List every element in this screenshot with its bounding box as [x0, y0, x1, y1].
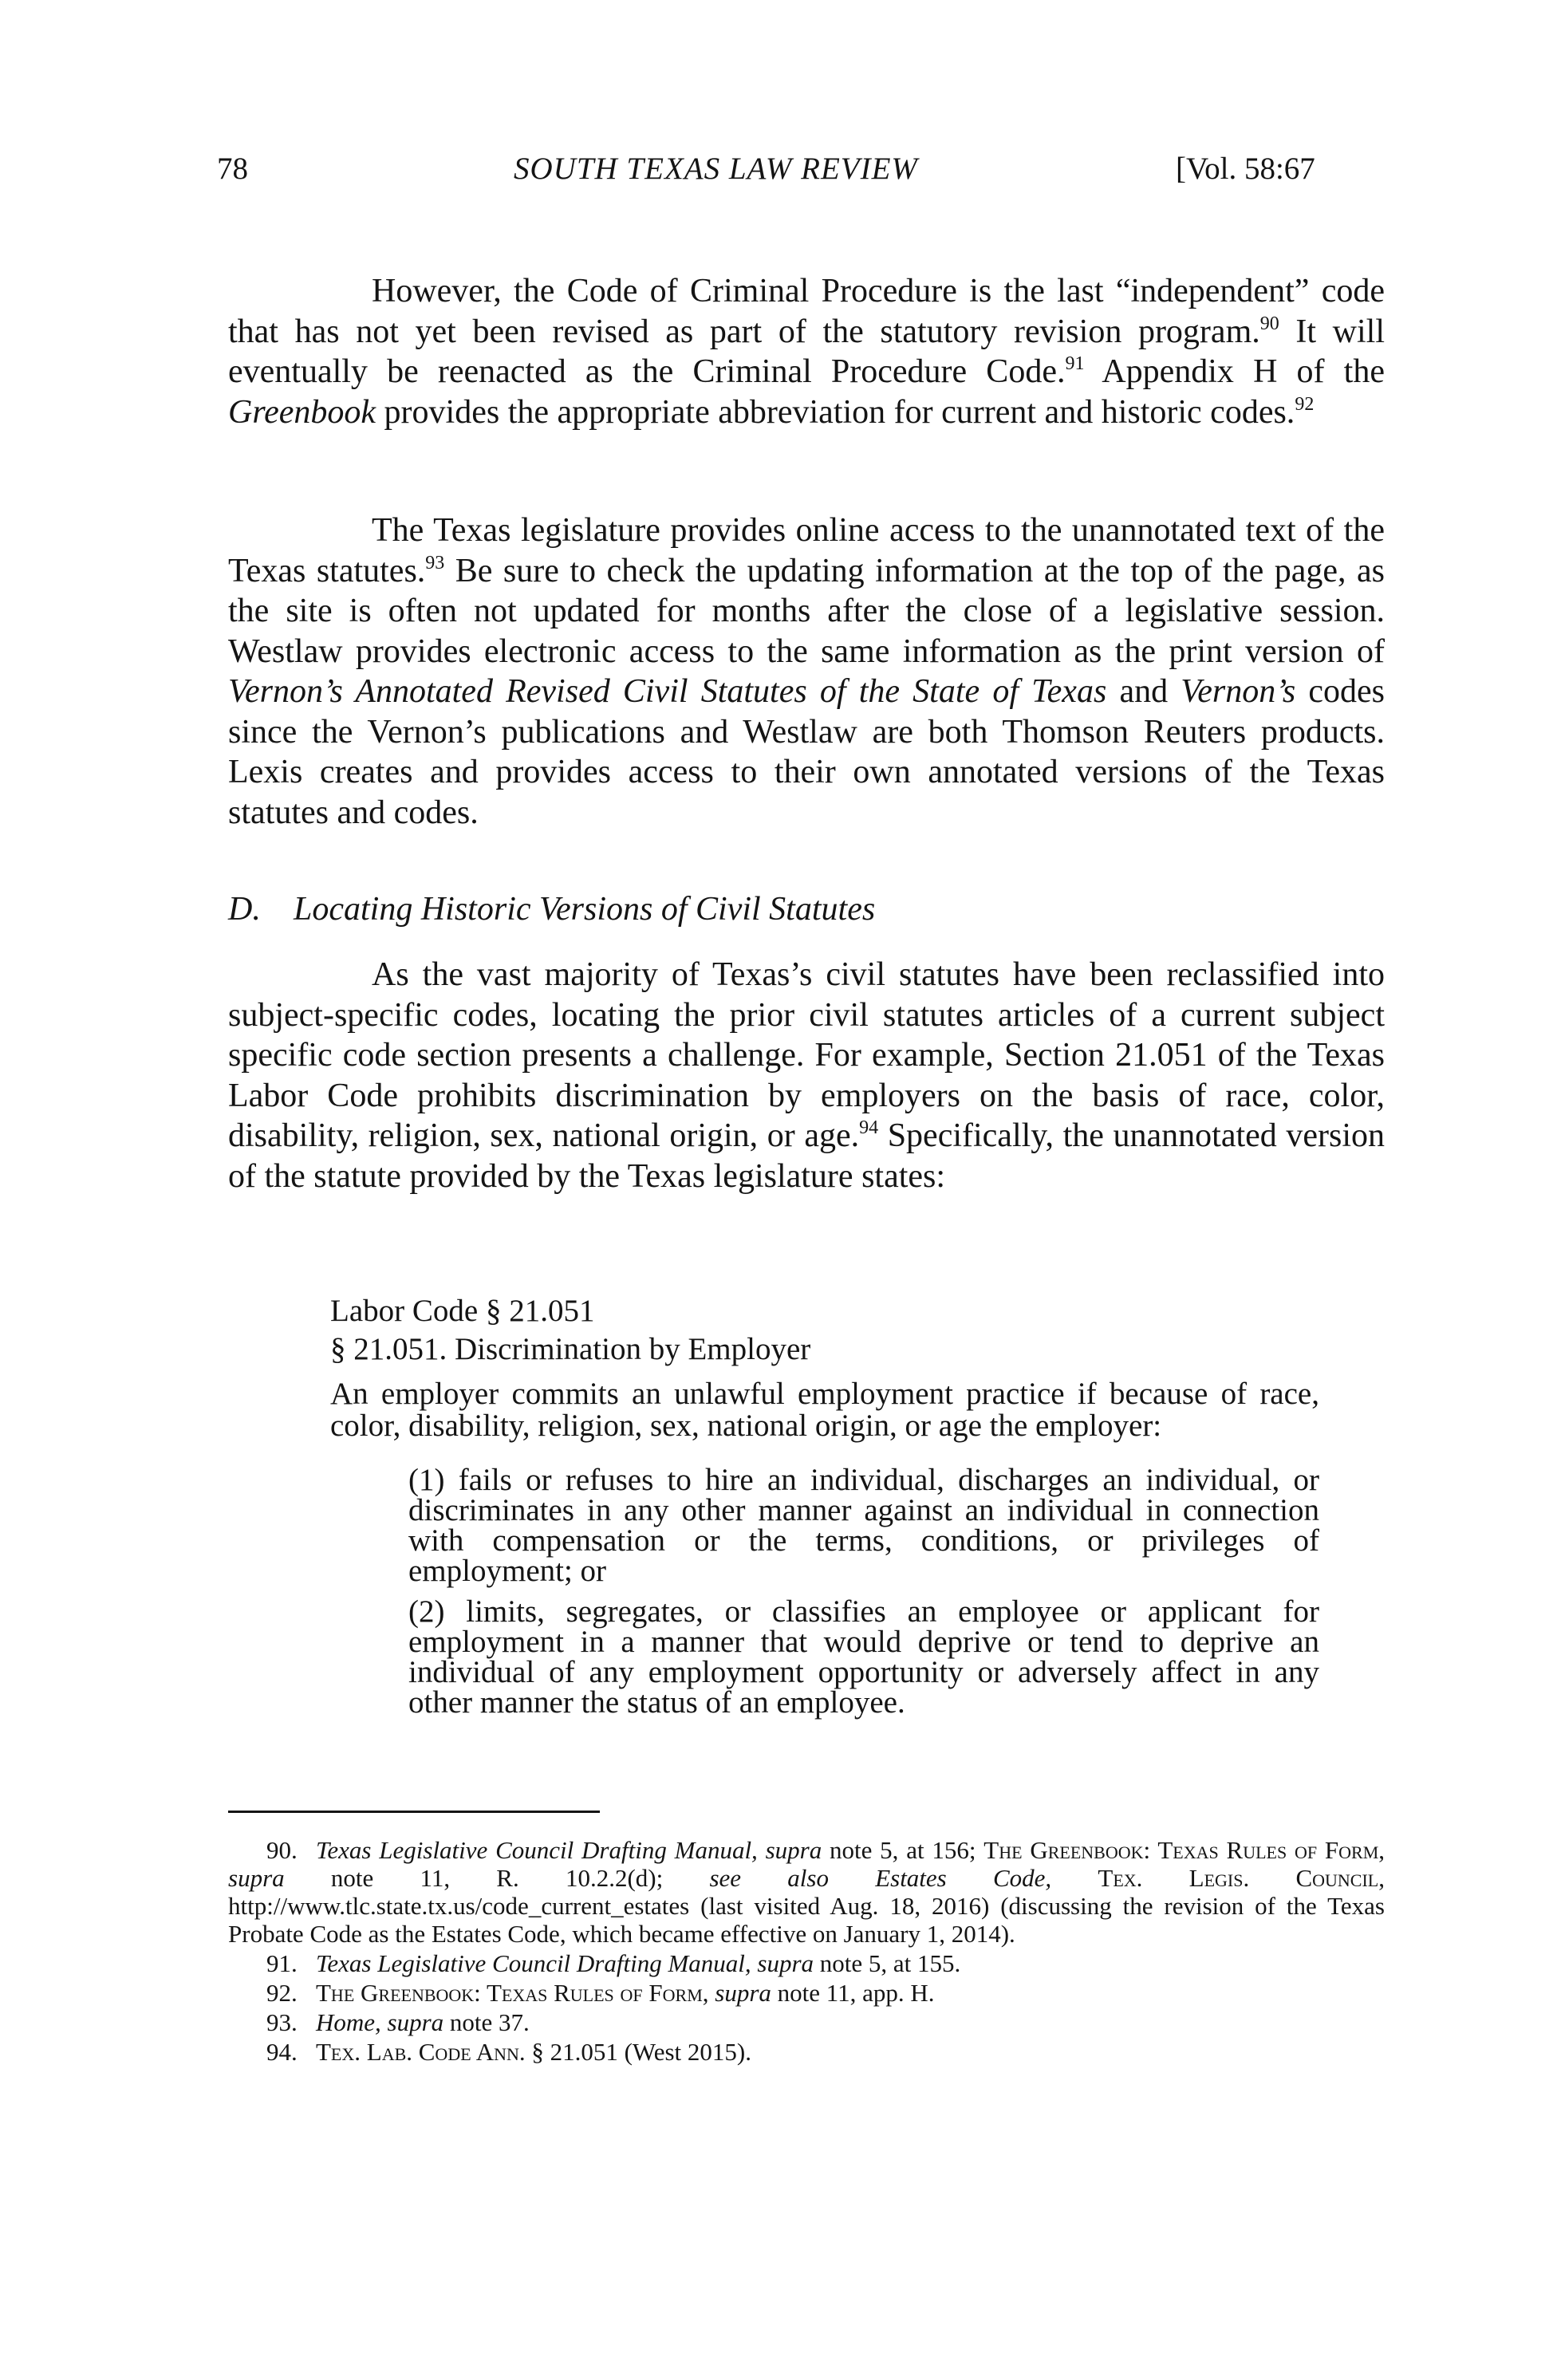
statute-item-1: (1) fails or refuses to hire an individual, discharges an individual, or discriminates in any other manner against an individual in connection with compensation or the terms, conditions, or privileges of employment; or — [408, 1463, 1319, 1588]
section-title: Locating Historic Versions of Civil Statutes — [294, 891, 876, 928]
section-heading — [228, 889, 875, 929]
footnote-url: , http://www.tlc.state.tx.us/code_current_estates (last visited Aug. 18, 2016) (discussing the revision of the Texas Probate Code as the Estates Code, which became effective on January 1, 2014). — [228, 1864, 1385, 1948]
footnotes — [228, 1836, 1385, 2067]
journal-title: SOUTH TEXAS LAW REVIEW — [514, 152, 918, 186]
footnote-ref-91[interactable]: 91 — [1065, 353, 1085, 374]
statute-intro: An employer commits an unlawful employment practice if because of race, color, disability, religion, sex, national origin, or age the employer: — [330, 1377, 1319, 1443]
paragraph-historic-versions: As the vast majority of Texas’s civil statutes have been reclassified into subject-specific codes, locating the prior civil statutes articles of a current subject specific code section presents a challenge. For example, Section 21.051 of the Texas Labor Code prohibits discrimination by employers on the basis of race, color, disability, religion, sex, national origin, or age.$^{94}$ Specifically, the unannotated version of the statute provided by the Texas legislature states: — [228, 956, 1386, 1195]
footnote-ref-93[interactable]: 93 — [425, 552, 445, 573]
footnote-91: 91. Texas Legislative Council Drafting Manual, supra note 5, at 155. — [266, 1949, 961, 1977]
footnote-ref-90[interactable]: 90 — [1259, 313, 1279, 334]
statute-item-2: (2) limits, segregates, or classifies an employee or applicant for employment in a manner that would deprive or tend to deprive an individual of any employment opportunity or adversely affect in any other manner the status of an employee. — [408, 1594, 1319, 1720]
statute-heading: § 21.051. Discrimination by Employer — [330, 1332, 811, 1366]
footnote-92: 92. The Greenbook: Texas Rules of Form, supra note 11, app. H. — [266, 1979, 935, 2007]
page-number: 78 — [217, 152, 248, 186]
volume-citation: [Vol. 58:67 — [1176, 152, 1315, 186]
footnote-ref-94[interactable]: 94 — [859, 1117, 879, 1138]
paragraph-criminal-procedure: However, the Code of Criminal Procedure is the last “independent” code that has not yet been revised as part of the statutory revision program.$^{90}$ It will eventually be reenacted as the Criminal Procedure Code.$^{91}$ Appendix H of the Greenbook provides the appropriate abbreviation for current and historic codes.$^{92}$ — [228, 273, 1385, 431]
paragraph-online-access: The Texas legislature provides online access to the unannotated text of the Texas statutes.$^{93}$ Be sure to check the updating information at the top of the page, as the site is often not updated for months after the close of a legislative session. Westlaw provides electronic access to the same information as the print version of Vernon’s Annotated Revised Civil Statutes of the State of Texas and Vernon’s codes since the Vernon’s publications and Westlaw are both Thomson Reuters products. Lexis creates and provides access to their own annotated versions of the Texas statutes and codes. — [228, 512, 1385, 831]
footnote-divider — [228, 1811, 600, 1813]
footnote-94: 94. Tex. Lab. Code Ann. § 21.051 (West 2015). — [266, 2038, 751, 2066]
footnote-93: 93. Home, supra note 37. — [266, 2008, 530, 2036]
section-letter: D. — [228, 891, 261, 928]
footnote-ref-92[interactable]: 92 — [1295, 393, 1315, 415]
footnote-90: 90. Texas Legislative Council Drafting Manual, supra note 5, at 156; The Greenbook: Texas Rules of Form, supra note 11, R. 10.2.2(d); see also Estates Code, Tex. Legis. Council, http://www.tlc.state.tx.us/code_current_estates (last visited Aug. 18, 2016) (discussing the revision of the Texas Probate Code as the Estates Code, which became effective on January 1, 2014). — [228, 1836, 1386, 1948]
statute-citation: Labor Code § 21.051 — [330, 1294, 595, 1328]
